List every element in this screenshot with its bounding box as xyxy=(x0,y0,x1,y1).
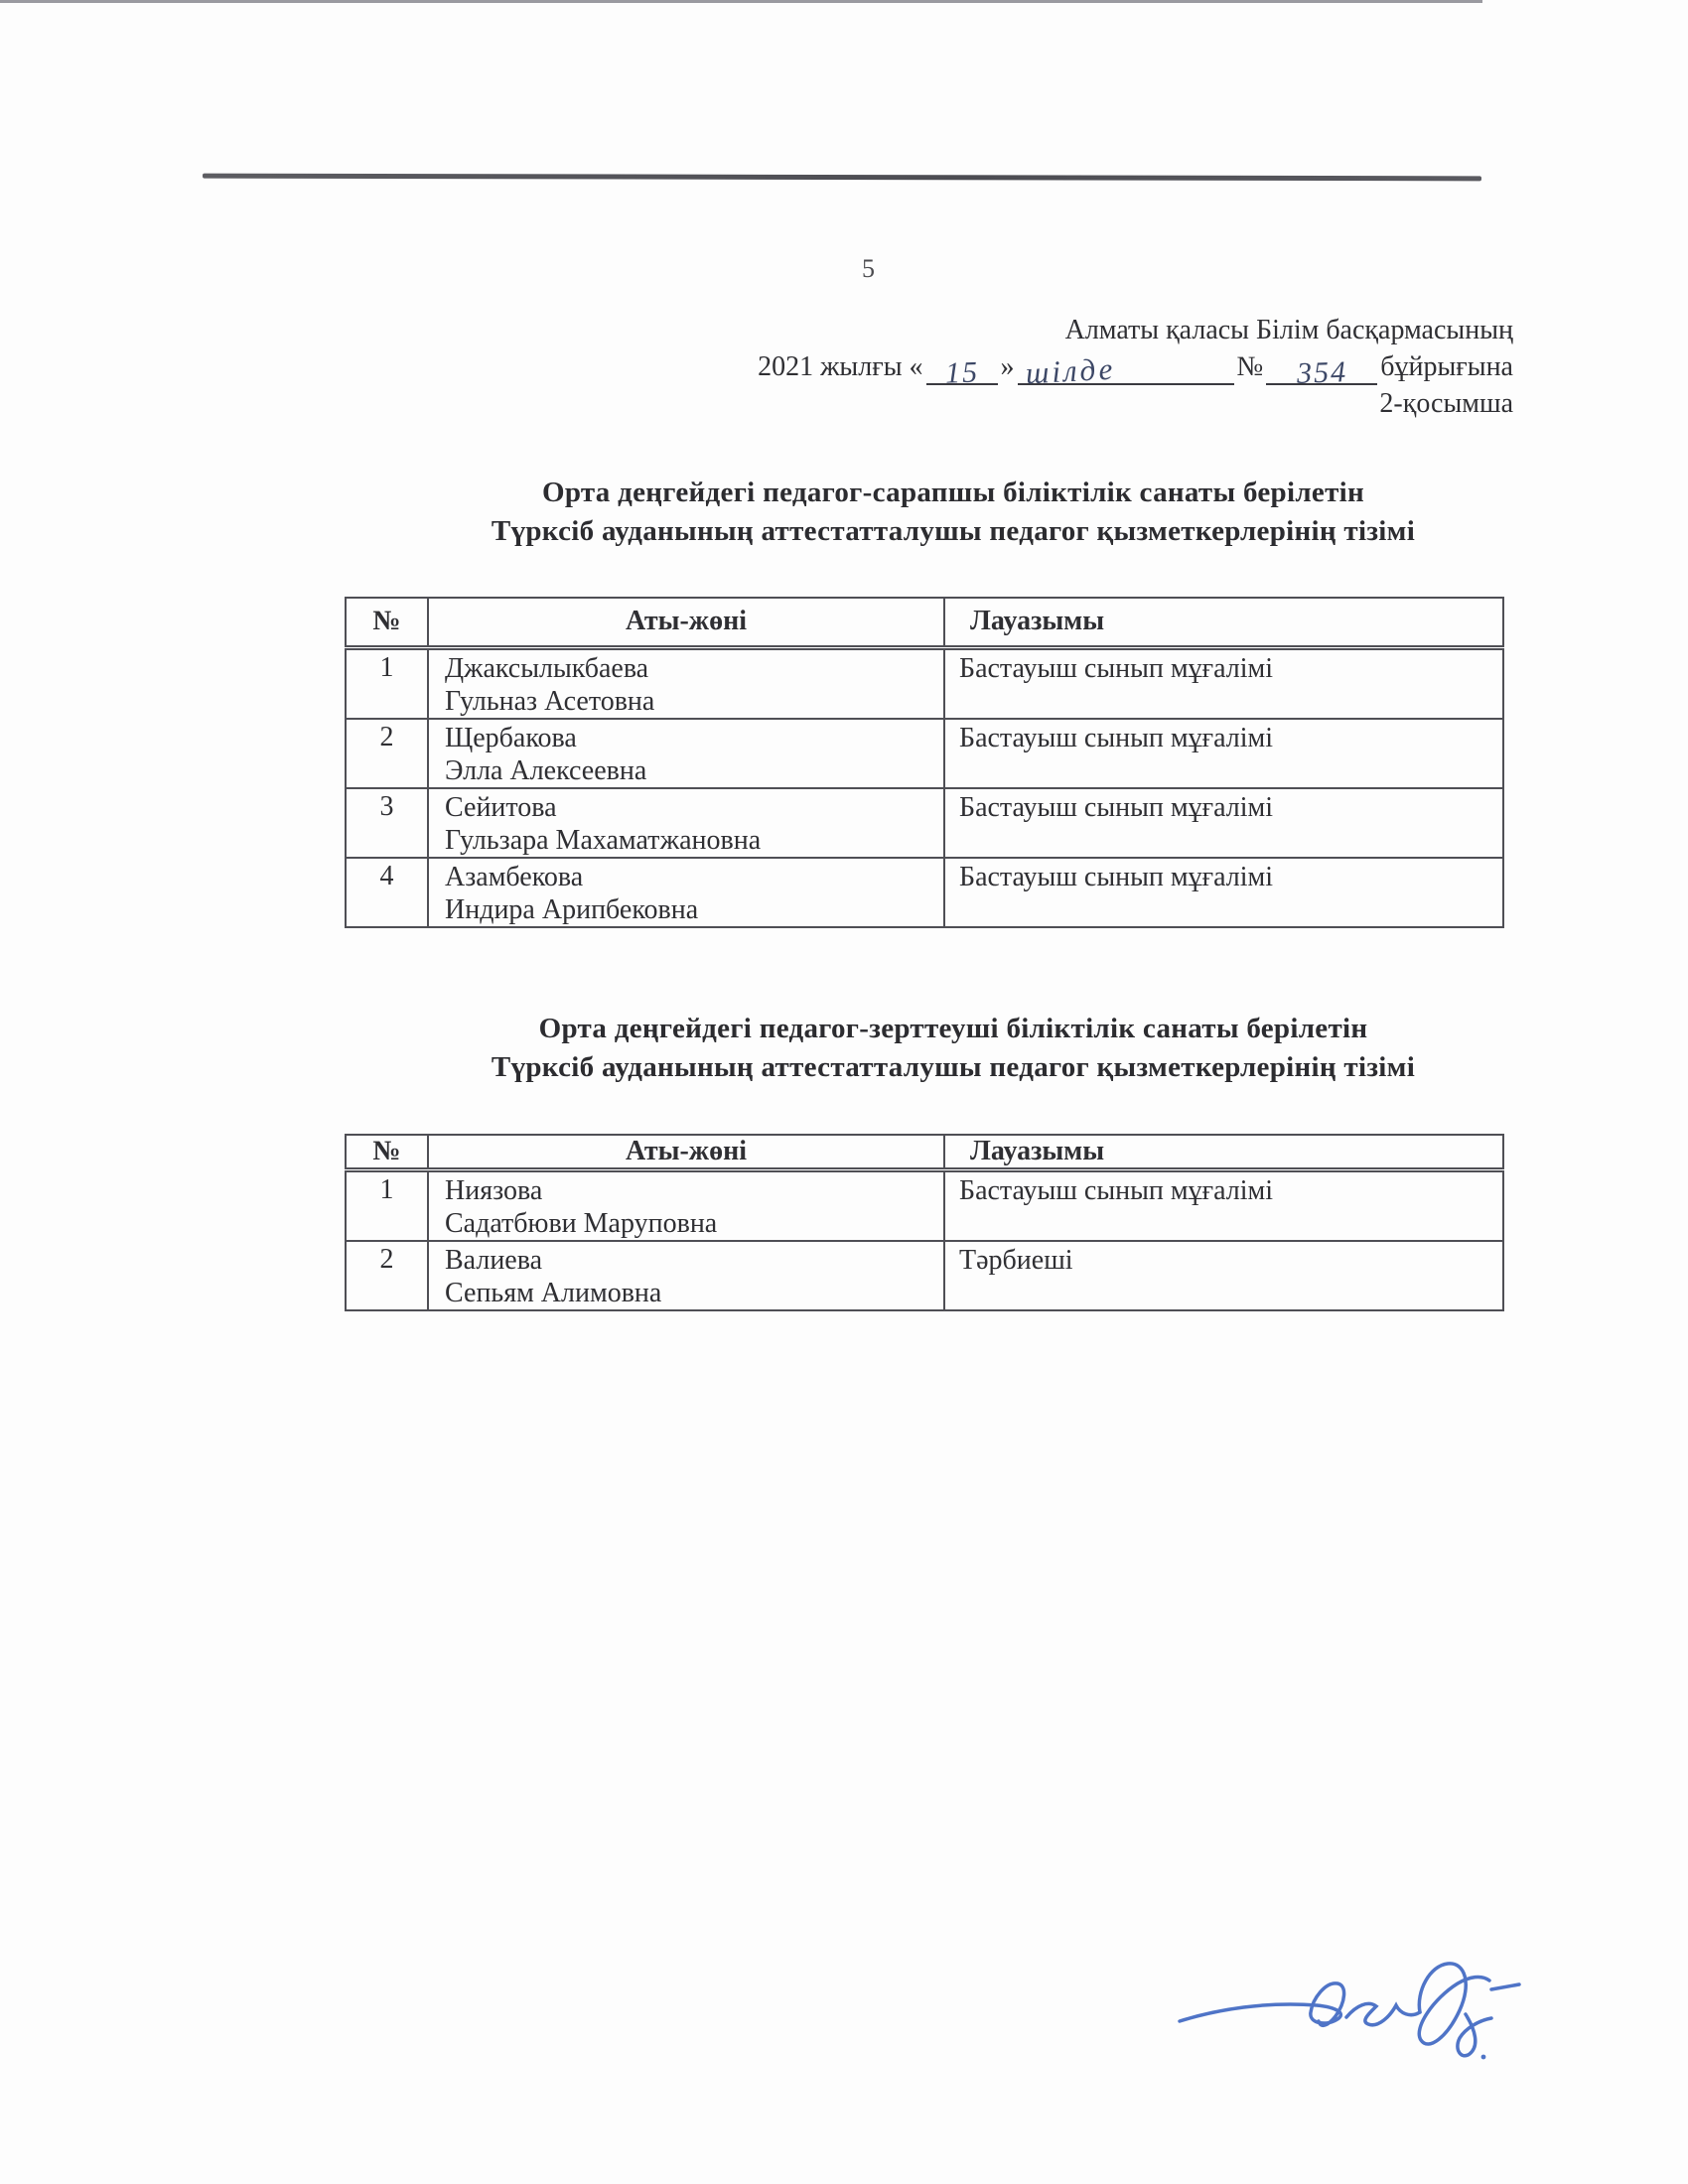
col-header-position: Лауазымы xyxy=(944,598,1503,647)
surname: Сейитова xyxy=(445,791,557,823)
row-number: 4 xyxy=(346,858,428,927)
month-underline xyxy=(1018,350,1234,391)
org-line: Алматы қаласы Білім басқармасының xyxy=(1064,315,1513,345)
appendix-line: 2-қосымша xyxy=(1379,388,1513,419)
section2-table xyxy=(345,1134,1504,1311)
given-names: Элла Алексеевна xyxy=(445,754,647,786)
handwritten-month: шілде xyxy=(1024,350,1116,391)
col-header-name: Аты-жөні xyxy=(428,598,944,647)
order-date-line xyxy=(758,348,1513,391)
order-header-block xyxy=(758,312,1513,422)
section2-title xyxy=(348,1010,1559,1087)
row-position: Бастауыш сынып мұғалімі xyxy=(944,1170,1503,1242)
row-name xyxy=(428,1241,944,1310)
section1-title-line1: Орта деңгейдегі педагог-сарапшы біліктілік санаты берілетін xyxy=(541,477,1364,508)
date-prefix: 2021 жылғы « xyxy=(758,351,923,382)
row-number: 3 xyxy=(346,788,428,858)
col-header-name: Аты-жөні xyxy=(428,1135,944,1170)
quote-close: » xyxy=(1000,351,1015,382)
table-row xyxy=(346,1241,1503,1310)
given-names: Гульназ Асетовна xyxy=(445,685,655,717)
row-name xyxy=(428,719,944,788)
date-suffix: бұйрығына xyxy=(1380,351,1513,382)
row-number: 1 xyxy=(346,1170,428,1242)
number-sign: № xyxy=(1236,351,1264,382)
given-names: Садатбюви Маруповна xyxy=(445,1208,718,1239)
section2-title-line1: Орта деңгейдегі педагог-зерттеуші біліктілік санаты берілетін xyxy=(538,1013,1368,1044)
page-number: 5 xyxy=(862,254,876,283)
handwritten-signature xyxy=(1170,1922,1529,2069)
section1-table xyxy=(345,597,1504,928)
table-row xyxy=(346,858,1503,927)
row-position: Тәрбиеші xyxy=(944,1241,1503,1310)
section1-title xyxy=(348,474,1559,551)
scanner-page-edge-line xyxy=(203,174,1481,182)
section2-title-line2: Түрксіб ауданының аттестатталушы педагог қызметкерлерінің тізімі xyxy=(491,1051,1416,1083)
section1-title-line2: Түрксіб ауданының аттестатталушы педагог қызметкерлерінің тізімі xyxy=(491,515,1416,547)
col-header-position: Лауазымы xyxy=(944,1135,1503,1170)
col-header-number: № xyxy=(346,598,428,647)
given-names: Индира Арипбековна xyxy=(445,893,699,925)
given-names: Гульзара Махаматжановна xyxy=(445,824,762,856)
handwritten-order-number: 354 xyxy=(1296,355,1348,390)
order-number-underline xyxy=(1266,354,1377,390)
row-name xyxy=(428,647,944,719)
handwritten-day: 15 xyxy=(943,355,980,390)
given-names: Сепьям Алимовна xyxy=(445,1278,662,1308)
row-position: Бастауыш сынып мұғалімі xyxy=(944,858,1503,927)
row-number: 2 xyxy=(346,1241,428,1310)
surname: Азамбекова xyxy=(445,861,584,892)
row-position: Бастауыш сынып мұғалімі xyxy=(944,647,1503,719)
table-header-row xyxy=(346,598,1503,647)
row-name xyxy=(428,858,944,927)
row-number: 1 xyxy=(346,647,428,719)
row-name xyxy=(428,788,944,858)
surname: Ниязова xyxy=(445,1175,543,1206)
row-number: 2 xyxy=(346,719,428,788)
day-underline xyxy=(926,354,998,390)
row-name xyxy=(428,1170,944,1242)
surname: Джаксылыкбаева xyxy=(445,652,649,684)
col-header-number: № xyxy=(346,1135,428,1170)
row-position: Бастауыш сынып мұғалімі xyxy=(944,788,1503,858)
table-row xyxy=(346,719,1503,788)
surname: Щербакова xyxy=(445,722,577,753)
scanner-top-edge-artifact xyxy=(0,0,1482,3)
table-row xyxy=(346,647,1503,719)
row-position: Бастауыш сынып мұғалімі xyxy=(944,719,1503,788)
table-row xyxy=(346,1170,1503,1242)
surname: Валиева xyxy=(445,1245,543,1276)
table-header-row xyxy=(346,1135,1503,1170)
table-row xyxy=(346,788,1503,858)
